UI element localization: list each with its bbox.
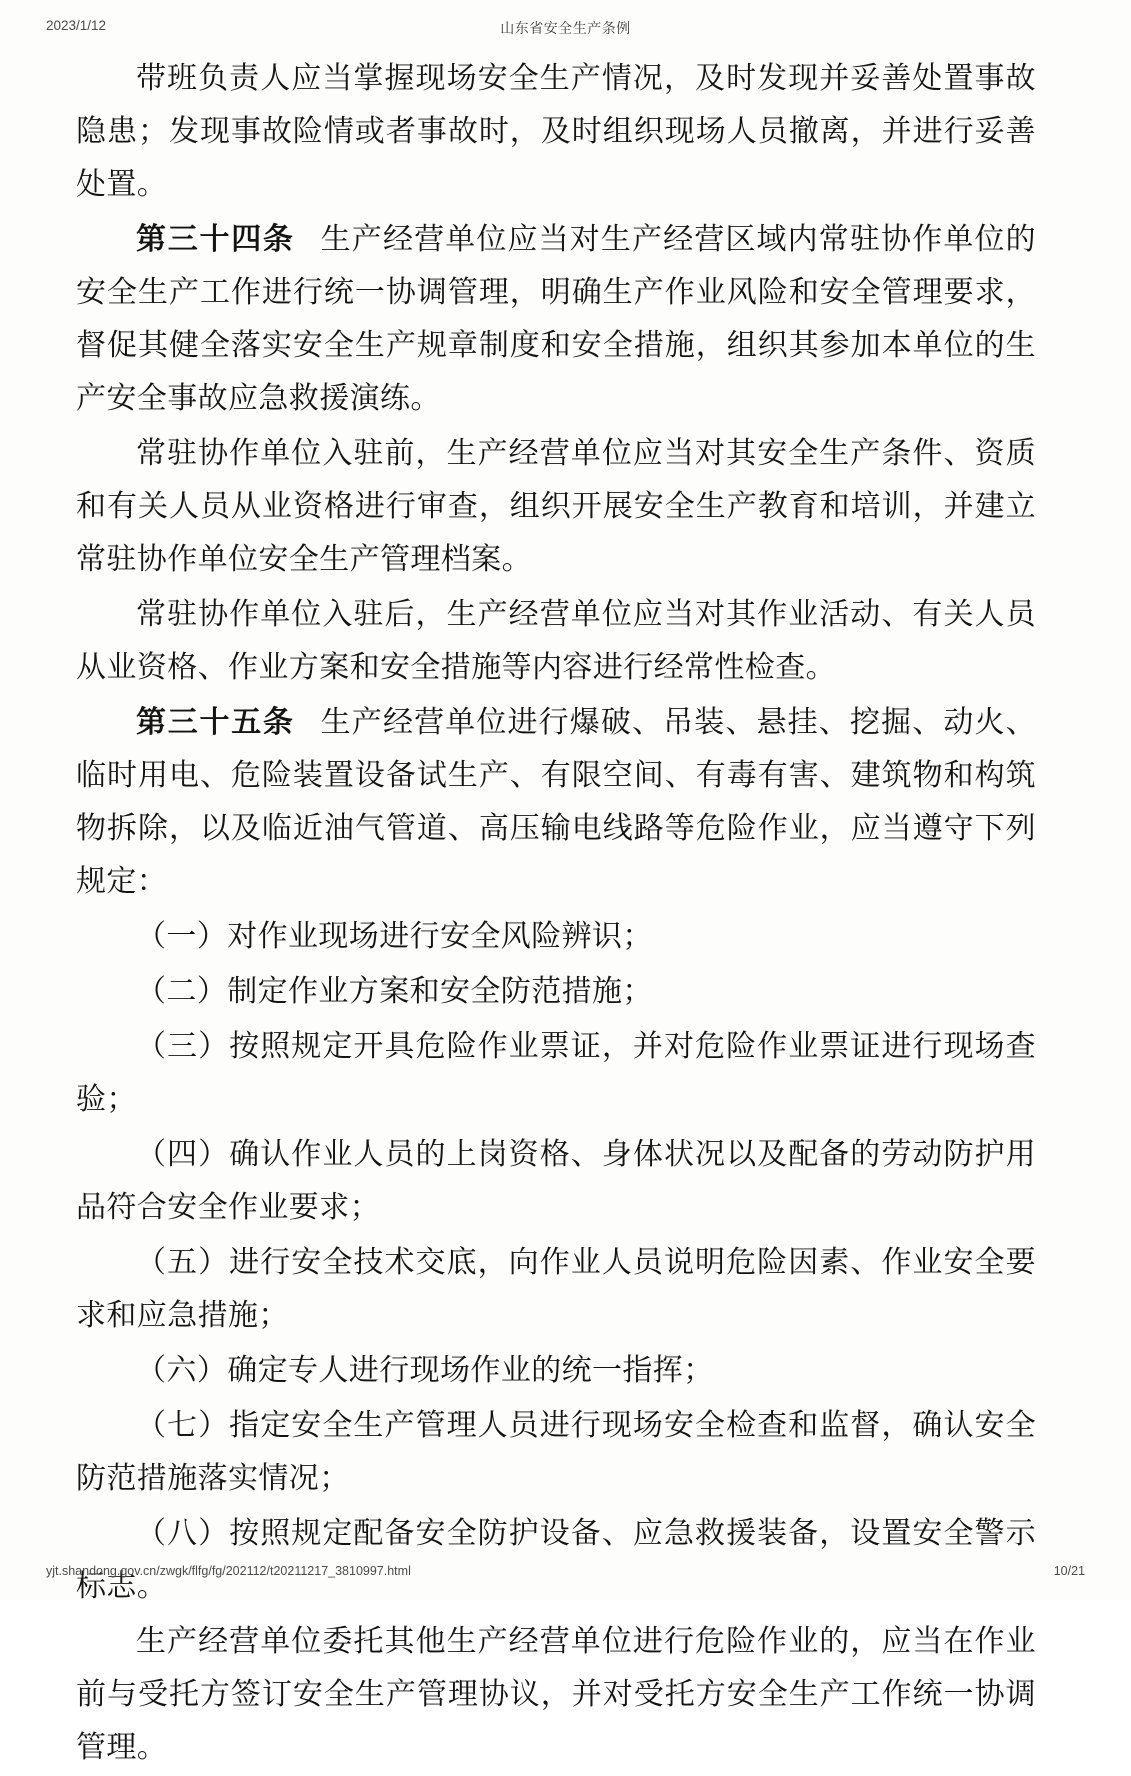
article-label-35: 第三十五条 (136, 706, 295, 739)
list-item-4: （四）确认作业人员的上岗资格、身体状况以及配备的劳动防护用品符合安全作业要求； (76, 1138, 1036, 1224)
footer-source-url: yjt.shandong.gov.cn/zwgk/flfg/fg/202112/t20211217_3810997.html (46, 1564, 411, 1578)
header-date: 2023/1/12 (46, 18, 107, 33)
list-item-6: （六）确定专人进行现场作业的统一指挥； (136, 1354, 714, 1387)
list-item-2: （二）制定作业方案和安全防范措施； (136, 975, 653, 1008)
paragraph-duty-leader: 带班负责人应当掌握现场安全生产情况，及时发现并妥善处置事故隐患；发现事故险情或者事故时，及时组织现场人员撤离，并进行妥善处置。 (76, 62, 1036, 201)
paragraph-entrust: 生产经营单位委托其他生产经营单位进行危险作业的，应当在作业前与受托方签订安全生产管理协议，并对受托方安全生产工作统一协调管理。 (76, 1625, 1036, 1764)
list-item-7: （七）指定安全生产管理人员进行现场安全检查和监督，确认安全防范措施落实情况； (76, 1409, 1036, 1495)
page-header (0, 18, 1131, 40)
list-item-3: （三）按照规定开具危险作业票证，并对危险作业票证进行现场查验； (76, 1030, 1036, 1116)
list-item-5: （五）进行安全技术交底，向作业人员说明危险因素、作业安全要求和应急措施； (76, 1246, 1036, 1332)
paragraph-after-entry: 常驻协作单位入驻后，生产经营单位应当对其作业活动、有关人员从业资格、作业方案和安全措施等内容进行经常性检查。 (76, 598, 1036, 684)
list-item-8: （八）按照规定配备安全防护设备、应急救援装备，设置安全警示标志。 (76, 1517, 1036, 1603)
footer-page-number: 10/21 (1053, 1564, 1085, 1578)
article-text-35: 生产经营单位进行爆破、吊装、悬挂、挖掘、动火、临时用电、危险装置设备试生产、有限空间、有毒有害、建筑物和构筑物拆除，以及临近油气管道、高压输电线路等危险作业，应当遵守下列规定： (76, 706, 1037, 898)
paragraph-article-34 (76, 213, 1036, 425)
article-text-34: 生产经营单位应当对生产经营区域内常驻协作单位的安全生产工作进行统一协调管理，明确生产作业风险和安全管理要求，督促其健全落实安全生产规章制度和安全措施，组织其参加本单位的生产安全事故应急救援演练。 (76, 223, 1037, 415)
paragraph-before-entry: 常驻协作单位入驻前，生产经营单位应当对其安全生产条件、资质和有关人员从业资格进行审查，组织开展安全生产教育和培训，并建立常驻协作单位安全生产管理档案。 (76, 437, 1036, 576)
header-document-title: 山东省安全生产条例 (500, 20, 631, 36)
document-body (76, 52, 1036, 1776)
article-label-34: 第三十四条 (136, 223, 295, 256)
page-footer (0, 1564, 1131, 1584)
list-item-1: （一）对作业现场进行安全风险辨识； (136, 920, 653, 953)
paragraph-article-35 (76, 696, 1036, 908)
